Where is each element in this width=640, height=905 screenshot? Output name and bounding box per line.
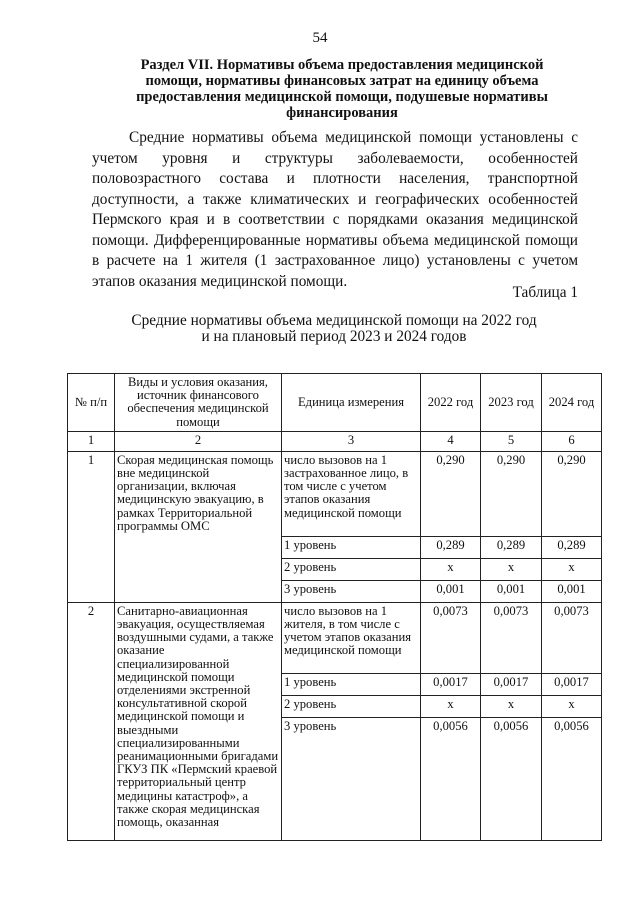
level-value-2024: х <box>542 558 602 580</box>
table-label: Таблица 1 <box>512 284 578 301</box>
header-type: Виды и условия оказания, источник финансового обеспечения медицинской помощи <box>115 374 282 432</box>
level-value-2023: 0,001 <box>481 580 542 602</box>
header-num: № п/п <box>68 374 115 432</box>
row-value-2024: 0,290 <box>542 451 602 536</box>
row-type: Скорая медицинская помощь вне медицинской организации, включая медицинскую эвакуацию, в рамках Территориальной программы ОМС <box>115 451 282 602</box>
table-row <box>68 602 602 673</box>
level-unit: 3 уровень <box>282 717 421 840</box>
row-value-2023: 0,290 <box>481 451 542 536</box>
section-title-line: Раздел VII. Нормативы объема предоставления медицинской <box>140 57 544 73</box>
level-value-2024: 0,001 <box>542 580 602 602</box>
level-value-2024: х <box>542 695 602 717</box>
column-number: 2 <box>115 431 282 451</box>
level-unit: 2 уровень <box>282 695 421 717</box>
row-unit: число вызовов на 1 застрахованное лицо, в том числе с учетом этапов оказания медицинской помощи <box>282 451 421 536</box>
column-number: 1 <box>68 431 115 451</box>
header-unit: Единица измерения <box>282 374 421 432</box>
row-type: Санитарно-авиационная эвакуация, осуществляемая воздушными судами, а также оказание специализированной медицинской помощи отделениями экстренной консультативной скорой медицинской помощи и выездными специализированными реанимационными бригадами ГКУЗ ПК «Пермский краевой территориальный центр медицины катастроф», а также скорая медицинская помощь, оказанная <box>115 602 282 840</box>
level-value-2022: х <box>421 558 481 580</box>
level-value-2023: х <box>481 695 542 717</box>
column-number: 4 <box>421 431 481 451</box>
page-number: 54 <box>312 30 328 46</box>
intro-paragraph-block <box>92 128 578 292</box>
column-number: 3 <box>282 431 421 451</box>
table-caption-line: Средние нормативы объема медицинской помощи на 2022 год <box>131 312 537 329</box>
column-number: 5 <box>481 431 542 451</box>
level-unit: 2 уровень <box>282 558 421 580</box>
level-value-2022: 0,001 <box>421 580 481 602</box>
level-value-2022: х <box>421 695 481 717</box>
level-value-2023: х <box>481 558 542 580</box>
level-unit: 1 уровень <box>282 673 421 695</box>
row-num: 2 <box>68 602 115 840</box>
level-value-2022: 0,0017 <box>421 673 481 695</box>
level-unit: 3 уровень <box>282 580 421 602</box>
level-value-2023: 0,289 <box>481 536 542 558</box>
intro-paragraph: Средние нормативы объема медицинской помощи установлены с учетом уровня и структуры заболеваемости, особенностей половозрастного состава и плотности населения, транспортной доступности, а также климатических и географических особенностей Пермского края и в соответствии с порядками оказания медицинской помощи. Дифференцированные нормативы объема медицинской помощи в расчете на 1 жителя (1 застрахованное лицо) установлены с учетом этапов оказания медицинской помощи. <box>92 129 578 290</box>
level-unit: 1 уровень <box>282 536 421 558</box>
table-row <box>68 451 602 536</box>
level-value-2023: 0,0017 <box>481 673 542 695</box>
header-2023: 2023 год <box>481 374 542 432</box>
table-caption <box>100 313 568 345</box>
level-value-2023: 0,0056 <box>481 717 542 840</box>
norms-table <box>67 373 602 841</box>
header-2024: 2024 год <box>542 374 602 432</box>
row-value-2024: 0,0073 <box>542 602 602 673</box>
section-title-line: помощи, нормативы финансовых затрат на единицу объема <box>145 73 539 89</box>
level-value-2022: 0,0056 <box>421 717 481 840</box>
row-value-2022: 0,290 <box>421 451 481 536</box>
level-value-2024: 0,0017 <box>542 673 602 695</box>
row-unit: число вызовов на 1 жителя, в том числе с учетом этапов оказания медицинской помощи <box>282 602 421 673</box>
table-header-row <box>68 374 602 432</box>
section-title-line: предоставления медицинской помощи, подушевые нормативы <box>136 89 548 105</box>
row-value-2023: 0,0073 <box>481 602 542 673</box>
level-value-2022: 0,289 <box>421 536 481 558</box>
row-value-2022: 0,0073 <box>421 602 481 673</box>
section-title-line: финансирования <box>286 105 398 121</box>
level-value-2024: 0,0056 <box>542 717 602 840</box>
row-num: 1 <box>68 451 115 602</box>
column-number: 6 <box>542 431 602 451</box>
header-2022: 2022 год <box>421 374 481 432</box>
column-number-row <box>68 431 602 451</box>
table-caption-line: и на плановый период 2023 и 2024 годов <box>201 328 467 345</box>
section-title <box>92 57 592 121</box>
level-value-2024: 0,289 <box>542 536 602 558</box>
